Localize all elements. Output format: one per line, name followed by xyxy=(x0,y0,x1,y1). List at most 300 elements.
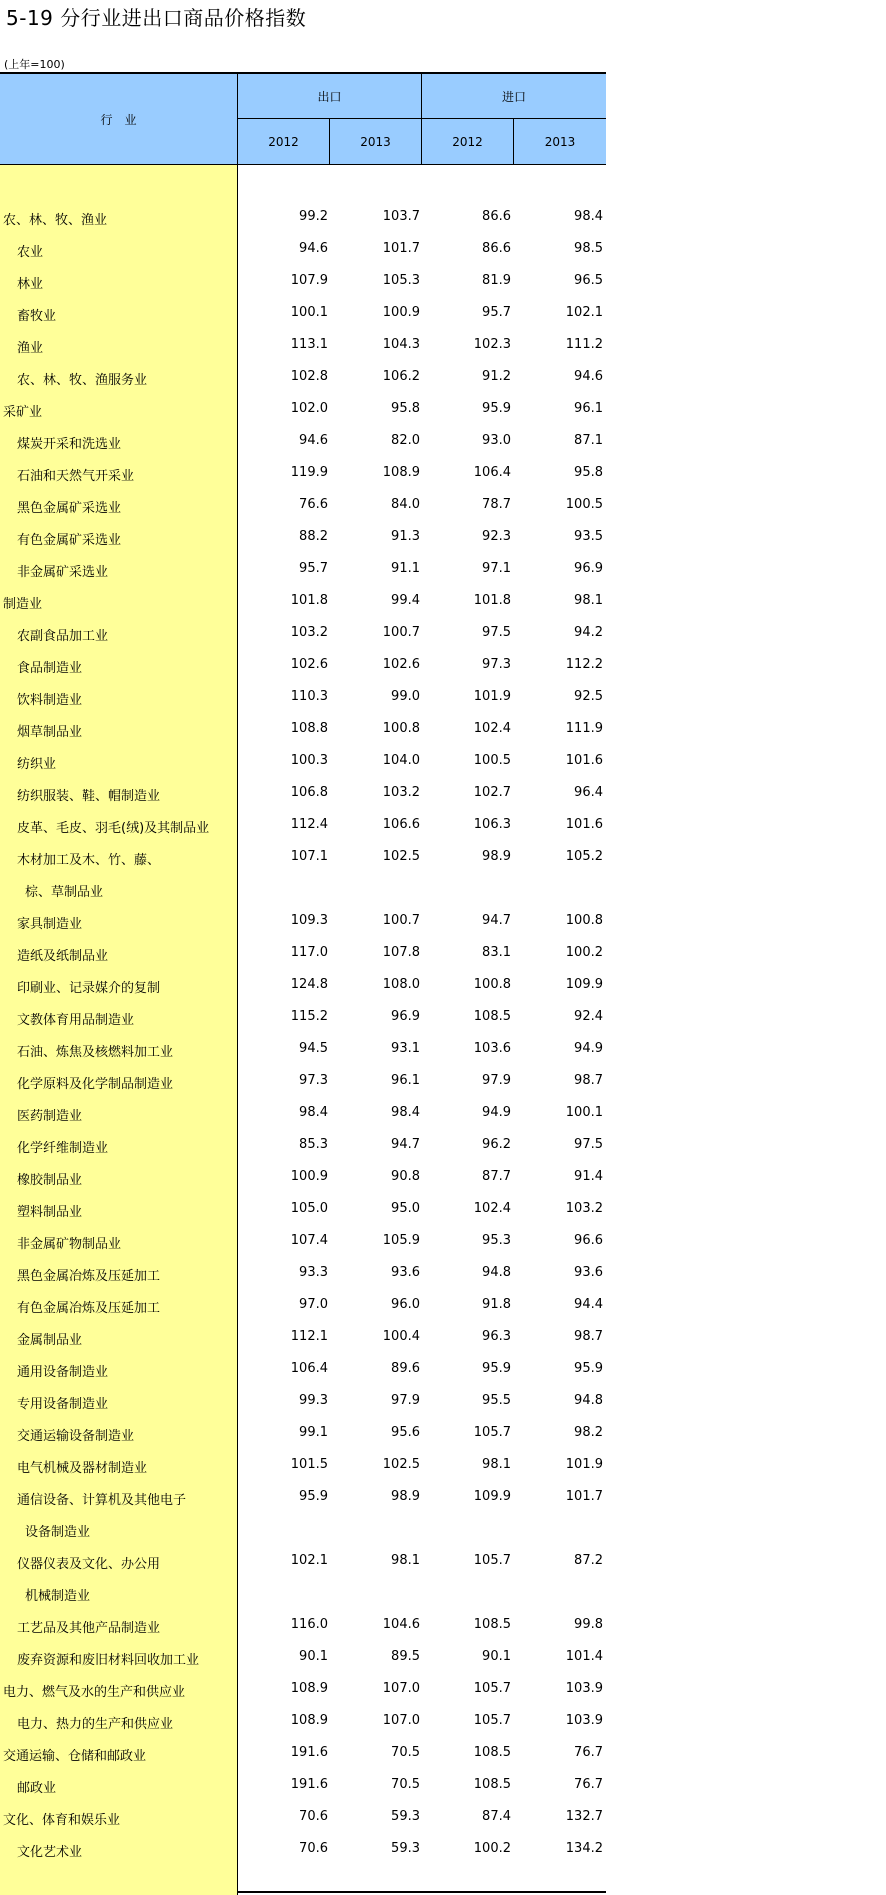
import-2013-value: 98.7 xyxy=(574,1329,603,1344)
import-2013-value: 99.8 xyxy=(574,1617,603,1632)
table-row xyxy=(0,1707,606,1739)
export-2013-value: 98.4 xyxy=(391,1105,420,1120)
export-2012-header: 2012 xyxy=(238,119,329,164)
export-2013-value: 99.0 xyxy=(391,689,420,704)
import-2012-value: 102.4 xyxy=(473,1201,511,1216)
table-row xyxy=(0,1099,606,1131)
export-2012-value: 97.3 xyxy=(299,1073,328,1088)
table-row xyxy=(0,1387,606,1419)
industry-label: 渔业 xyxy=(17,341,44,356)
import-2012-value: 100.5 xyxy=(473,753,511,768)
industry-label: 石油、炼焦及核燃料加工业 xyxy=(17,1045,174,1060)
import-2012-value: 91.2 xyxy=(482,369,511,384)
export-2013-value: 103.7 xyxy=(382,209,420,224)
export-2012-value: 94.6 xyxy=(299,241,328,256)
import-2012-value: 100.2 xyxy=(473,1841,511,1856)
import-2012-value: 86.6 xyxy=(482,209,511,224)
industry-label: 食品制造业 xyxy=(17,661,83,676)
import-2012-value: 91.8 xyxy=(482,1297,511,1312)
import-2013-value: 95.8 xyxy=(574,465,603,480)
industry-label: 医药制造业 xyxy=(17,1109,83,1124)
table-row xyxy=(0,1355,606,1387)
import-2012-value: 81.9 xyxy=(482,273,511,288)
export-2013-value: 96.9 xyxy=(391,1009,420,1024)
industry-label: 农、林、牧、渔服务业 xyxy=(17,373,148,388)
import-2012-value: 90.1 xyxy=(482,1649,511,1664)
industry-label: 有色金属矿采选业 xyxy=(17,533,122,548)
export-2012-value: 93.3 xyxy=(299,1265,328,1280)
export-2012-value: 95.9 xyxy=(299,1489,328,1504)
import-2012-value: 100.8 xyxy=(473,977,511,992)
export-import-rule xyxy=(421,72,422,164)
import-2013-value: 76.7 xyxy=(574,1777,603,1792)
export-header: 出口 xyxy=(238,74,421,118)
import-2012-value: 103.6 xyxy=(473,1041,511,1056)
industry-label: 文教体育用品制造业 xyxy=(17,1013,135,1028)
import-2012-value: 92.3 xyxy=(482,529,511,544)
export-2012-value: 70.6 xyxy=(299,1841,328,1856)
export-2013-value: 101.7 xyxy=(382,241,420,256)
industry-label: 通用设备制造业 xyxy=(17,1365,109,1380)
table-row xyxy=(0,715,606,747)
export-2013-value: 95.6 xyxy=(391,1425,420,1440)
import-2012-value: 98.1 xyxy=(482,1457,511,1472)
industry-label: 通信设备、计算机及其他电子 xyxy=(17,1493,187,1508)
export-2013-value: 59.3 xyxy=(391,1809,420,1824)
import-year-rule xyxy=(513,119,514,164)
import-2012-value: 95.9 xyxy=(482,401,511,416)
import-2013-value: 94.9 xyxy=(574,1041,603,1056)
export-2012-value: 106.4 xyxy=(290,1361,328,1376)
import-2012-value: 97.3 xyxy=(482,657,511,672)
table-row xyxy=(0,651,606,683)
industry-label: 废弃资源和废旧材料回收加工业 xyxy=(17,1653,200,1668)
export-2013-value: 100.9 xyxy=(382,305,420,320)
import-2012-value: 87.4 xyxy=(482,1809,511,1824)
export-2013-value: 100.7 xyxy=(382,913,420,928)
import-2013-value: 100.8 xyxy=(565,913,603,928)
import-2012-value: 102.7 xyxy=(473,785,511,800)
export-2013-value: 90.8 xyxy=(391,1169,420,1184)
industry-label: 有色金属冶炼及压延加工 xyxy=(17,1301,161,1316)
import-2013-value: 94.6 xyxy=(574,369,603,384)
export-2012-value: 100.9 xyxy=(290,1169,328,1184)
table-row xyxy=(0,203,606,235)
industry-label: 电气机械及器材制造业 xyxy=(17,1461,148,1476)
export-2013-value: 100.8 xyxy=(382,721,420,736)
table-row xyxy=(0,843,606,875)
export-2012-value: 100.1 xyxy=(290,305,328,320)
import-2013-value: 96.5 xyxy=(574,273,603,288)
import-2013-value: 92.4 xyxy=(574,1009,603,1024)
table-row xyxy=(0,555,606,587)
import-2012-value: 101.8 xyxy=(473,593,511,608)
export-2012-value: 90.1 xyxy=(299,1649,328,1664)
import-2012-value: 96.2 xyxy=(482,1137,511,1152)
export-2013-value: 107.0 xyxy=(382,1681,420,1696)
export-2013-value: 96.1 xyxy=(391,1073,420,1088)
industry-label: 黑色金属冶炼及压延加工 xyxy=(17,1269,161,1284)
export-2013-value: 70.5 xyxy=(391,1745,420,1760)
import-2012-value: 78.7 xyxy=(482,497,511,512)
industry-label: 非金属矿物制品业 xyxy=(17,1237,122,1252)
import-2012-value: 94.7 xyxy=(482,913,511,928)
export-2013-value: 104.6 xyxy=(382,1617,420,1632)
import-2013-value: 94.8 xyxy=(574,1393,603,1408)
import-2013-value: 101.6 xyxy=(565,817,603,832)
import-2013-value: 94.4 xyxy=(574,1297,603,1312)
import-2012-value: 109.9 xyxy=(473,1489,511,1504)
price-index-table xyxy=(0,72,606,1895)
export-2013-value: 104.0 xyxy=(382,753,420,768)
export-2012-value: 95.7 xyxy=(299,561,328,576)
industry-label: 橡胶制品业 xyxy=(17,1173,83,1188)
export-2013-value: 89.6 xyxy=(391,1361,420,1376)
export-2013-value: 93.1 xyxy=(391,1041,420,1056)
import-2013-value: 94.2 xyxy=(574,625,603,640)
import-2013-value: 100.2 xyxy=(565,945,603,960)
import-2012-value: 105.7 xyxy=(473,1553,511,1568)
table-row xyxy=(0,875,606,907)
export-2012-value: 88.2 xyxy=(299,529,328,544)
export-2012-value: 94.6 xyxy=(299,433,328,448)
table-row xyxy=(0,1259,606,1291)
export-2013-value: 59.3 xyxy=(391,1841,420,1856)
industry-label: 畜牧业 xyxy=(17,309,57,324)
table-row xyxy=(0,683,606,715)
export-2013-value: 96.0 xyxy=(391,1297,420,1312)
export-2013-value: 97.9 xyxy=(391,1393,420,1408)
export-2013-value: 91.1 xyxy=(391,561,420,576)
export-2012-value: 106.8 xyxy=(290,785,328,800)
industry-label: 交通运输、仓储和邮政业 xyxy=(3,1749,147,1764)
export-2012-value: 191.6 xyxy=(290,1777,328,1792)
industry-label: 专用设备制造业 xyxy=(17,1397,109,1412)
export-2012-value: 112.1 xyxy=(290,1329,328,1344)
table-row xyxy=(0,395,606,427)
export-2012-value: 117.0 xyxy=(290,945,328,960)
import-2013-value: 111.2 xyxy=(565,337,603,352)
export-2012-value: 98.4 xyxy=(299,1105,328,1120)
table-row xyxy=(0,1003,606,1035)
import-2012-value: 108.5 xyxy=(473,1617,511,1632)
table-row xyxy=(0,1419,606,1451)
table-row xyxy=(0,427,606,459)
import-2013-value: 101.9 xyxy=(565,1457,603,1472)
industry-label: 烟草制品业 xyxy=(17,725,83,740)
industry-label: 化学原料及化学制品制造业 xyxy=(17,1077,174,1092)
export-2012-value: 102.6 xyxy=(290,657,328,672)
import-2012-value: 97.9 xyxy=(482,1073,511,1088)
import-2013-value: 101.4 xyxy=(565,1649,603,1664)
industry-label: 农副食品加工业 xyxy=(17,629,109,644)
table-row xyxy=(0,1771,606,1803)
export-2013-value: 105.3 xyxy=(382,273,420,288)
import-2012-value: 87.7 xyxy=(482,1169,511,1184)
export-2013-value: 98.1 xyxy=(391,1553,420,1568)
table-row xyxy=(0,779,606,811)
import-2013-value: 96.4 xyxy=(574,785,603,800)
export-2012-value: 101.8 xyxy=(290,593,328,608)
export-2012-value: 102.1 xyxy=(290,1553,328,1568)
table-row xyxy=(0,491,606,523)
table-row xyxy=(0,235,606,267)
import-2013-value: 105.2 xyxy=(565,849,603,864)
import-2013-value: 100.5 xyxy=(565,497,603,512)
table-row xyxy=(0,619,606,651)
table-row xyxy=(0,331,606,363)
industry-label: 化学纤维制造业 xyxy=(17,1141,109,1156)
export-2013-value: 95.8 xyxy=(391,401,420,416)
industry-label: 金属制品业 xyxy=(17,1333,83,1348)
export-2013-value: 95.0 xyxy=(391,1201,420,1216)
industry-label: 木材加工及木、竹、藤、 xyxy=(17,853,161,868)
table-row xyxy=(0,1227,606,1259)
industry-label: 采矿业 xyxy=(3,405,43,420)
import-2012-value: 105.7 xyxy=(473,1713,511,1728)
top-rule xyxy=(0,72,606,74)
export-2013-header: 2013 xyxy=(330,119,421,164)
export-2013-value: 107.8 xyxy=(382,945,420,960)
import-2012-value: 101.9 xyxy=(473,689,511,704)
table-row xyxy=(0,1611,606,1643)
export-2012-value: 108.9 xyxy=(290,1681,328,1696)
import-2013-value: 101.6 xyxy=(565,753,603,768)
export-2012-value: 99.3 xyxy=(299,1393,328,1408)
export-2012-value: 99.2 xyxy=(299,209,328,224)
export-2012-value: 76.6 xyxy=(299,497,328,512)
export-2012-value: 108.8 xyxy=(290,721,328,736)
export-2012-value: 103.2 xyxy=(290,625,328,640)
import-2013-value: 98.4 xyxy=(574,209,603,224)
export-2013-value: 105.9 xyxy=(382,1233,420,1248)
table-row xyxy=(0,1035,606,1067)
import-2012-value: 93.0 xyxy=(482,433,511,448)
table-row xyxy=(0,1483,606,1515)
export-2012-value: 110.3 xyxy=(290,689,328,704)
import-2013-value: 96.1 xyxy=(574,401,603,416)
export-2012-value: 70.6 xyxy=(299,1809,328,1824)
export-2012-value: 94.5 xyxy=(299,1041,328,1056)
export-2013-value: 106.2 xyxy=(382,369,420,384)
table-row xyxy=(0,907,606,939)
industry-label: 塑料制品业 xyxy=(17,1205,83,1220)
import-header: 进口 xyxy=(422,74,606,118)
export-2013-value: 98.9 xyxy=(391,1489,420,1504)
import-2013-value: 92.5 xyxy=(574,689,603,704)
export-2012-value: 99.1 xyxy=(299,1425,328,1440)
export-2012-value: 100.3 xyxy=(290,753,328,768)
table-row xyxy=(0,939,606,971)
export-2012-value: 102.0 xyxy=(290,401,328,416)
table-row xyxy=(0,1515,606,1547)
export-2012-value: 113.1 xyxy=(290,337,328,352)
industry-label: 电力、燃气及水的生产和供应业 xyxy=(3,1685,186,1700)
table-row xyxy=(0,1803,606,1835)
import-2012-value: 98.9 xyxy=(482,849,511,864)
import-2013-value: 100.1 xyxy=(565,1105,603,1120)
export-2013-value: 106.6 xyxy=(382,817,420,832)
industry-label: 交通运输设备制造业 xyxy=(17,1429,135,1444)
export-year-rule xyxy=(329,119,330,164)
industry-label: 林业 xyxy=(17,277,44,292)
table-row xyxy=(0,971,606,1003)
industry-label: 机械制造业 xyxy=(25,1589,91,1604)
table-row xyxy=(0,1067,606,1099)
export-2013-value: 102.5 xyxy=(382,1457,420,1472)
table-row xyxy=(0,523,606,555)
export-2013-value: 108.0 xyxy=(382,977,420,992)
import-2013-value: 98.1 xyxy=(574,593,603,608)
export-2013-value: 70.5 xyxy=(391,1777,420,1792)
import-2012-value: 86.6 xyxy=(482,241,511,256)
import-2012-value: 83.1 xyxy=(482,945,511,960)
import-2012-value: 102.4 xyxy=(473,721,511,736)
page-title: 5-19 分行业进出口商品价格指数 xyxy=(6,6,307,30)
industry-label: 农、林、牧、渔业 xyxy=(3,213,108,228)
table-row xyxy=(0,1323,606,1355)
import-2012-value: 106.4 xyxy=(473,465,511,480)
import-2012-value: 95.3 xyxy=(482,1233,511,1248)
export-2012-value: 108.9 xyxy=(290,1713,328,1728)
industry-label: 饮料制造业 xyxy=(17,693,83,708)
export-2012-value: 105.0 xyxy=(290,1201,328,1216)
import-2012-value: 95.9 xyxy=(482,1361,511,1376)
import-2012-value: 95.7 xyxy=(482,305,511,320)
table-row xyxy=(0,267,606,299)
table-row xyxy=(0,1739,606,1771)
export-2012-value: 107.4 xyxy=(290,1233,328,1248)
import-2013-value: 134.2 xyxy=(565,1841,603,1856)
industry-label: 造纸及纸制品业 xyxy=(17,949,109,964)
table-row xyxy=(0,1579,606,1611)
industry-label: 农业 xyxy=(17,245,44,260)
table-row xyxy=(0,1291,606,1323)
import-2013-value: 103.9 xyxy=(565,1681,603,1696)
import-2013-value: 132.7 xyxy=(565,1809,603,1824)
industry-label: 纺织业 xyxy=(17,757,57,772)
export-2012-value: 107.1 xyxy=(290,849,328,864)
import-2012-value: 108.5 xyxy=(473,1745,511,1760)
table-row xyxy=(0,363,606,395)
industry-label: 制造业 xyxy=(3,597,43,612)
import-2012-value: 102.3 xyxy=(473,337,511,352)
table-row xyxy=(0,1675,606,1707)
import-2013-value: 98.5 xyxy=(574,241,603,256)
table-row xyxy=(0,587,606,619)
import-2013-value: 93.6 xyxy=(574,1265,603,1280)
import-2013-value: 96.6 xyxy=(574,1233,603,1248)
industry-label: 设备制造业 xyxy=(25,1525,91,1540)
import-2012-header: 2012 xyxy=(422,119,513,164)
industry-label: 文化、体育和娱乐业 xyxy=(3,1813,121,1828)
header-bottom-rule xyxy=(0,164,606,165)
industry-label: 邮政业 xyxy=(17,1781,57,1796)
industry-label: 文化艺术业 xyxy=(17,1845,83,1860)
import-2013-value: 112.2 xyxy=(565,657,603,672)
industry-label: 家具制造业 xyxy=(17,917,83,932)
import-2012-value: 108.5 xyxy=(473,1777,511,1792)
export-2013-value: 100.4 xyxy=(382,1329,420,1344)
table-row xyxy=(0,747,606,779)
import-2012-value: 106.3 xyxy=(473,817,511,832)
import-2012-value: 96.3 xyxy=(482,1329,511,1344)
import-2013-value: 98.2 xyxy=(574,1425,603,1440)
import-2013-value: 103.9 xyxy=(565,1713,603,1728)
export-2012-value: 97.0 xyxy=(299,1297,328,1312)
import-2013-value: 103.2 xyxy=(565,1201,603,1216)
export-2013-value: 107.0 xyxy=(382,1713,420,1728)
export-2012-value: 101.5 xyxy=(290,1457,328,1472)
import-2013-value: 98.7 xyxy=(574,1073,603,1088)
export-2013-value: 91.3 xyxy=(391,529,420,544)
export-2013-value: 100.7 xyxy=(382,625,420,640)
export-2013-value: 94.7 xyxy=(391,1137,420,1152)
export-2012-value: 115.2 xyxy=(290,1009,328,1024)
import-2013-value: 93.5 xyxy=(574,529,603,544)
export-2013-value: 103.2 xyxy=(382,785,420,800)
table-row xyxy=(0,1163,606,1195)
industry-label: 煤炭开采和洗选业 xyxy=(17,437,122,452)
import-2013-value: 101.7 xyxy=(565,1489,603,1504)
industry-label: 皮革、毛皮、羽毛(绒)及其制品业 xyxy=(17,821,210,836)
table-row xyxy=(0,1195,606,1227)
import-2013-value: 97.5 xyxy=(574,1137,603,1152)
unit-note: (上年=100) xyxy=(4,58,65,71)
industry-label: 仪器仪表及文化、办公用 xyxy=(17,1557,161,1572)
export-2012-value: 112.4 xyxy=(290,817,328,832)
export-2013-value: 93.6 xyxy=(391,1265,420,1280)
export-2013-value: 99.4 xyxy=(391,593,420,608)
export-2012-value: 119.9 xyxy=(290,465,328,480)
import-2013-value: 91.4 xyxy=(574,1169,603,1184)
export-2012-value: 102.8 xyxy=(290,369,328,384)
table-row xyxy=(0,1547,606,1579)
industry-label: 棕、草制品业 xyxy=(25,885,104,900)
export-2013-value: 84.0 xyxy=(391,497,420,512)
import-2013-value: 102.1 xyxy=(565,305,603,320)
export-2013-value: 102.5 xyxy=(382,849,420,864)
export-2013-value: 89.5 xyxy=(391,1649,420,1664)
export-2013-value: 82.0 xyxy=(391,433,420,448)
import-2013-value: 87.1 xyxy=(574,433,603,448)
import-2012-value: 105.7 xyxy=(473,1681,511,1696)
export-2013-value: 108.9 xyxy=(382,465,420,480)
table-row xyxy=(0,459,606,491)
import-2013-value: 76.7 xyxy=(574,1745,603,1760)
industry-label: 印刷业、记录媒介的复制 xyxy=(17,981,161,996)
table-row xyxy=(0,1643,606,1675)
import-2012-value: 94.8 xyxy=(482,1265,511,1280)
table-row xyxy=(0,299,606,331)
industry-label: 工艺品及其他产品制造业 xyxy=(17,1621,161,1636)
industry-label: 纺织服装、鞋、帽制造业 xyxy=(17,789,161,804)
import-2012-value: 95.5 xyxy=(482,1393,511,1408)
industry-header: 行 业 xyxy=(0,74,237,164)
export-2013-value: 104.3 xyxy=(382,337,420,352)
industry-label: 石油和天然气开采业 xyxy=(17,469,135,484)
import-2012-value: 108.5 xyxy=(473,1009,511,1024)
table-row xyxy=(0,1835,606,1867)
header-mid-rule xyxy=(238,118,606,119)
import-2013-value: 111.9 xyxy=(565,721,603,736)
export-2013-value: 102.6 xyxy=(382,657,420,672)
table-row xyxy=(0,1131,606,1163)
import-2012-value: 97.5 xyxy=(482,625,511,640)
import-2013-header: 2013 xyxy=(514,119,606,164)
export-2012-value: 107.9 xyxy=(290,273,328,288)
industry-label: 黑色金属矿采选业 xyxy=(17,501,122,516)
